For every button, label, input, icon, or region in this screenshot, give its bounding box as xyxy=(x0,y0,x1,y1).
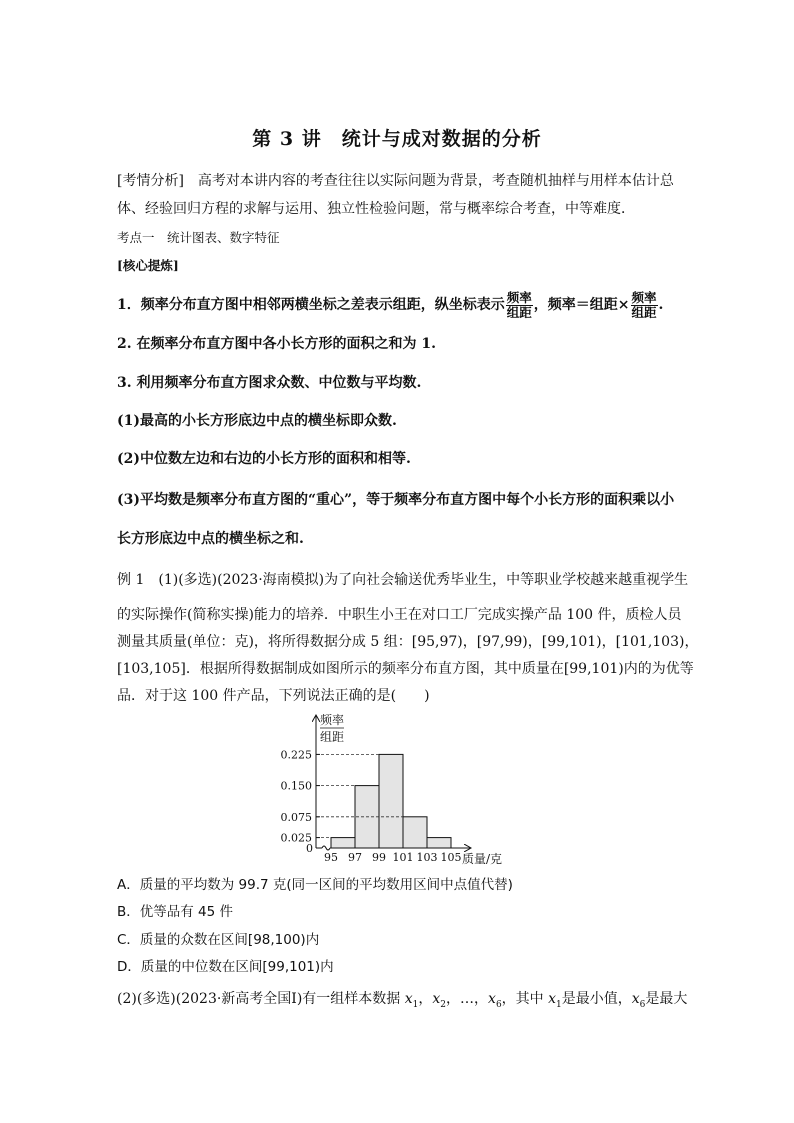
y-tick-label: 0.225 xyxy=(280,748,312,762)
option-a[interactable]: A．质量的平均数为 99.7 克(同一区间的平均数用区间中点值代替) xyxy=(117,877,513,893)
x-axis-label: 质量/克 xyxy=(462,852,503,866)
histogram-bar xyxy=(331,838,355,848)
var-x: x xyxy=(404,991,413,1007)
example-line-3: 测量其质量(单位：克)，将所得数据分成 5 组：[95,97)，[97,99)，[99,101)，[101,103)， xyxy=(117,634,699,650)
part-2-max-text: 是最大 xyxy=(645,991,688,1007)
part-2-min-text: 是最小值， xyxy=(561,991,632,1007)
section-heading: 考点一 统计图表、数字特征 xyxy=(117,230,280,245)
var-x: x xyxy=(548,991,557,1007)
fraction-1 xyxy=(506,291,533,320)
example-line-5: 品．对于这 100 件产品，下列说法正确的是( ) xyxy=(117,688,430,704)
point-2: 2. 在频率分布直方图中各小长方形的面积之和为 1. xyxy=(117,336,436,352)
example-line-1: 例 1 (1)(多选)(2023·海南模拟)为了向社会输送优秀毕业生，中等职业学校越来越重视学生 xyxy=(117,572,689,588)
sub-1: 1 xyxy=(412,999,419,1010)
part-2-line-1 xyxy=(117,990,687,1014)
x-tick-label: 105 xyxy=(440,851,462,864)
sub-1: 1 xyxy=(556,999,562,1010)
histogram-bar xyxy=(427,838,451,848)
x-tick-label: 95 xyxy=(324,851,338,864)
comma-3: ， xyxy=(474,991,489,1007)
histogram-bar xyxy=(379,754,403,848)
point-1-text-b: ，频率＝组距× xyxy=(533,297,630,313)
intro-text-1: 高考对本讲内容的考查往往以实际问题为背景，考查随机抽样与用样本估计总 xyxy=(183,173,674,189)
sub-point-2: (2)中位数左边和右边的小长方形的面积和相等. xyxy=(117,451,411,467)
comma-2: ， xyxy=(446,991,461,1007)
y-axis-label-denominator: 组距 xyxy=(320,730,345,744)
intro-tag: [考情分析] xyxy=(117,173,184,189)
fraction-2 xyxy=(631,291,658,320)
histogram-chart xyxy=(0,710,794,870)
var-x: x xyxy=(631,991,640,1007)
x-tick-label: 101 xyxy=(392,851,414,864)
option-b[interactable]: B．优等品有 45 件 xyxy=(117,904,234,920)
fraction-2-denominator: 组距 xyxy=(631,304,657,320)
point-1 xyxy=(117,287,663,323)
fraction-1-numerator: 频率 xyxy=(506,289,532,305)
point-1-end: . xyxy=(658,297,664,313)
axis-break xyxy=(322,846,330,850)
origin-label: 0 xyxy=(306,842,313,855)
option-d[interactable]: D．质量的中位数在区间[99,101)内 xyxy=(117,959,334,975)
var-x: x xyxy=(432,991,441,1007)
part-2-mid: ，其中 xyxy=(501,991,549,1007)
y-axis-label-numerator: 频率 xyxy=(320,713,345,727)
option-c[interactable]: C．质量的众数在区间[98,100)内 xyxy=(117,932,320,948)
intro-line-2: 体、经验回归方程的求解与运用、独立性检验问题，常与概率综合考查，中等难度． xyxy=(117,201,635,217)
sub-point-1: (1)最高的小长方形底边中点的横坐标即众数. xyxy=(117,413,397,429)
y-tick-label: 0.150 xyxy=(280,779,312,793)
sub-2: 2 xyxy=(440,999,447,1010)
fraction-2-numerator: 频率 xyxy=(631,289,657,305)
y-tick-label: 0.075 xyxy=(280,810,312,824)
sub-6: 6 xyxy=(639,999,646,1010)
comma-1: ， xyxy=(418,991,433,1007)
point-1-text-a: 1．频率分布直方图中相邻两横坐标之差表示组距，纵坐标表示 xyxy=(117,297,505,313)
sub-6: 6 xyxy=(495,999,502,1010)
x-tick-label: 103 xyxy=(416,851,438,864)
x-tick-label: 99 xyxy=(372,851,386,864)
example-line-2: 的实际操作(简称实操)能力的培养．中职生小王在对口工厂完成实操产品 100 件，质检人员 xyxy=(117,607,682,623)
sub-point-3-line-2: 长方形底边中点的横坐标之和. xyxy=(117,531,304,547)
intro-line-1 xyxy=(117,172,674,190)
page-title: 第 3 讲 统计与成对数据的分析 xyxy=(252,128,542,150)
ellipsis: … xyxy=(460,991,475,1007)
point-3: 3. 利用频率分布直方图求众数、中位数与平均数. xyxy=(117,375,422,391)
y-tick-label: 0.025 xyxy=(280,831,312,845)
part-2-pre: (2)(多选)(2023·新高考全国Ⅰ)有一组样本数据 xyxy=(117,991,405,1007)
x-tick-label: 97 xyxy=(348,851,362,864)
histogram-bar xyxy=(403,817,427,848)
example-line-4: [103,105]．根据所得数据制成如图所示的频率分布直方图，其中质量在[99,101)内的为优等 xyxy=(117,661,694,677)
var-x: x xyxy=(488,991,496,1007)
core-label: [核心提炼] xyxy=(117,258,179,273)
fraction-1-denominator: 组距 xyxy=(506,304,532,320)
sub-point-3-line-1: (3)平均数是频率分布直方图的“重心”，等于频率分布直方图中每个小长方形的面积乘以小 xyxy=(117,492,675,508)
